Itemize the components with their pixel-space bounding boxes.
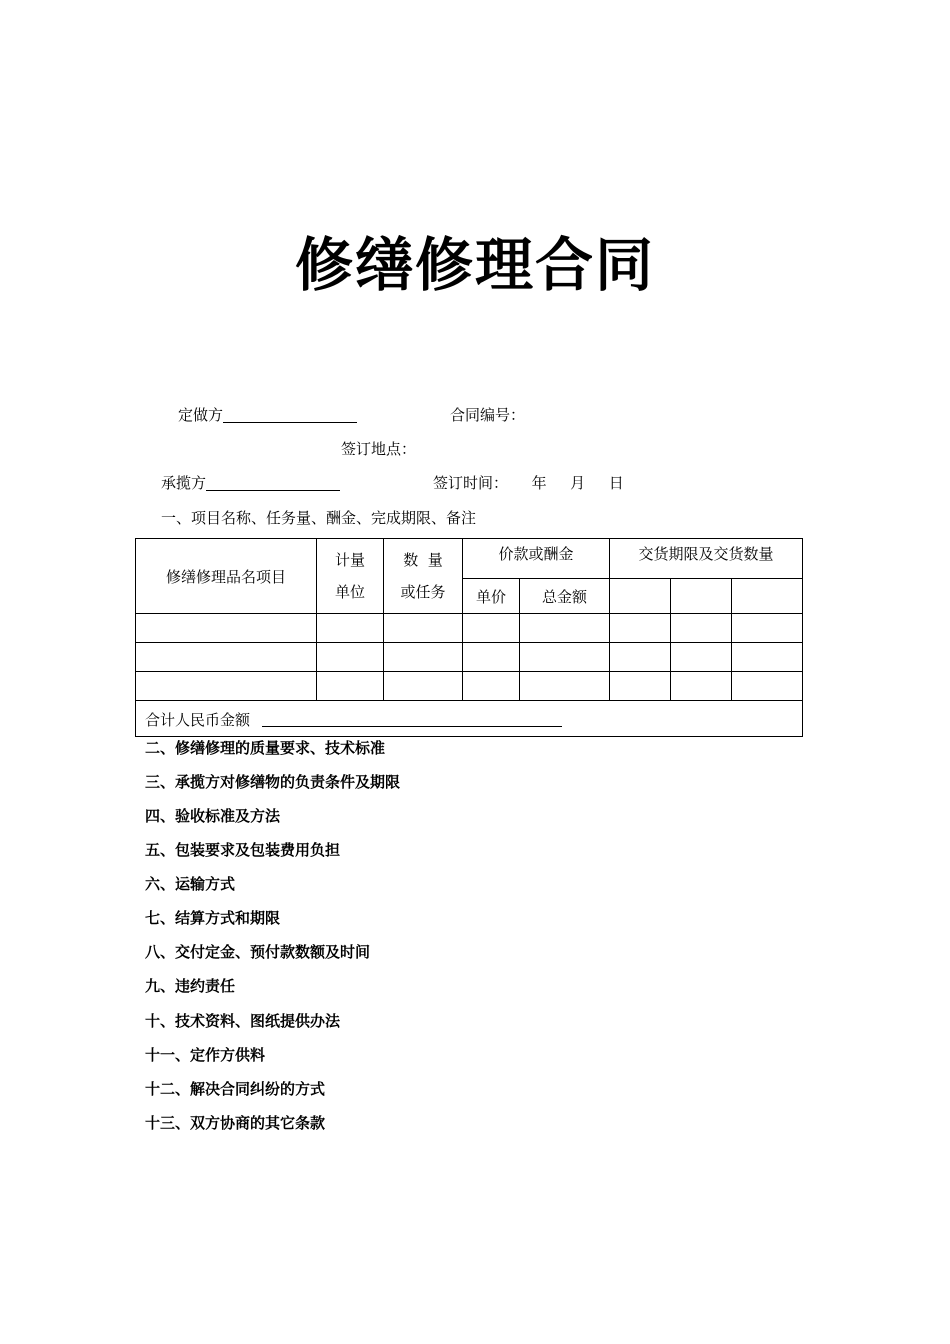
table-cell[interactable]	[463, 672, 520, 701]
table-row	[136, 672, 803, 701]
party-a-row	[178, 405, 357, 425]
sign-time-day: 日	[608, 474, 624, 492]
clause-6: 六、运输方式	[145, 875, 236, 893]
table-row	[136, 643, 803, 672]
clause-11: 十一、定作方供料	[145, 1046, 266, 1064]
header-unit-line2: 单位	[334, 583, 365, 601]
clause-13: 十三、双方协商的其它条款	[145, 1114, 326, 1132]
table-cell[interactable]	[384, 672, 463, 701]
clause-7: 七、结算方式和期限	[145, 909, 281, 927]
party-b-label: 承揽方	[161, 474, 207, 492]
total-amount-blank[interactable]	[262, 708, 562, 727]
header-delivery: 交货期限及交货数量	[610, 539, 803, 579]
header-qty-line2: 或任务	[400, 583, 446, 601]
table-cell[interactable]	[671, 614, 732, 643]
header-unit	[317, 539, 384, 614]
total-label: 合计人民币金额	[145, 710, 251, 729]
header-delivery-cell-1[interactable]	[610, 579, 671, 614]
clause-8: 八、交付定金、预付款数额及时间	[145, 943, 371, 961]
table-cell[interactable]	[671, 643, 732, 672]
total-row	[136, 701, 803, 737]
table-cell[interactable]	[463, 614, 520, 643]
contract-title: 修缮修理合同	[294, 231, 655, 299]
table-cell[interactable]	[463, 643, 520, 672]
clause-9: 九、违约责任	[145, 977, 236, 995]
table-cell[interactable]	[520, 643, 610, 672]
table-cell[interactable]	[136, 614, 317, 643]
table-cell[interactable]	[520, 614, 610, 643]
table-cell[interactable]	[317, 672, 384, 701]
section-1-title: 一、项目名称、任务量、酬金、完成期限、备注	[161, 509, 477, 527]
table-cell[interactable]	[384, 614, 463, 643]
table-cell[interactable]	[136, 643, 317, 672]
sign-time-month: 月	[570, 474, 586, 492]
clause-2: 二、修缮修理的质量要求、技术标准	[145, 739, 386, 757]
header-delivery-cell-3[interactable]	[732, 579, 803, 614]
table-cell[interactable]	[317, 643, 384, 672]
table-cell[interactable]	[384, 643, 463, 672]
header-unit-price: 单价	[463, 579, 520, 614]
table-cell[interactable]	[317, 614, 384, 643]
sign-place-label: 签订地点：	[341, 440, 417, 458]
clause-10: 十、技术资料、图纸提供办法	[145, 1012, 341, 1030]
items-table	[135, 538, 803, 737]
header-total: 总金额	[520, 579, 610, 614]
table-cell[interactable]	[732, 614, 803, 643]
header-price-group: 价款或酬金	[463, 539, 610, 579]
clause-4: 四、验收标准及方法	[145, 807, 281, 825]
clause-12: 十二、解决合同纠纷的方式	[145, 1080, 326, 1098]
header-item: 修缮修理品名项目	[136, 539, 317, 614]
table-cell[interactable]	[610, 643, 671, 672]
header-delivery-cell-2[interactable]	[671, 579, 732, 614]
table-cell[interactable]	[671, 672, 732, 701]
party-a-label: 定做方	[178, 406, 224, 424]
clause-5: 五、包装要求及包装费用负担	[145, 841, 341, 859]
sign-time-label: 签订时间：	[433, 474, 509, 492]
table-row	[136, 614, 803, 643]
table-cell[interactable]	[520, 672, 610, 701]
table-cell[interactable]	[610, 614, 671, 643]
total-cell	[136, 701, 803, 737]
party-a-blank[interactable]	[223, 406, 357, 423]
table-cell[interactable]	[732, 643, 803, 672]
sign-time-year: 年	[531, 474, 547, 492]
party-b-blank[interactable]	[206, 474, 340, 491]
clause-3: 三、承揽方对修缮物的负责条件及期限	[145, 773, 401, 791]
header-qty	[384, 539, 463, 614]
sign-time-row	[433, 473, 624, 493]
header-unit-line1: 计量	[334, 551, 365, 569]
header-qty-line1: 数 量	[403, 551, 443, 569]
table-cell[interactable]	[732, 672, 803, 701]
table-cell[interactable]	[610, 672, 671, 701]
table-cell[interactable]	[136, 672, 317, 701]
contract-no-label: 合同编号：	[450, 406, 526, 424]
party-b-row	[161, 473, 340, 493]
